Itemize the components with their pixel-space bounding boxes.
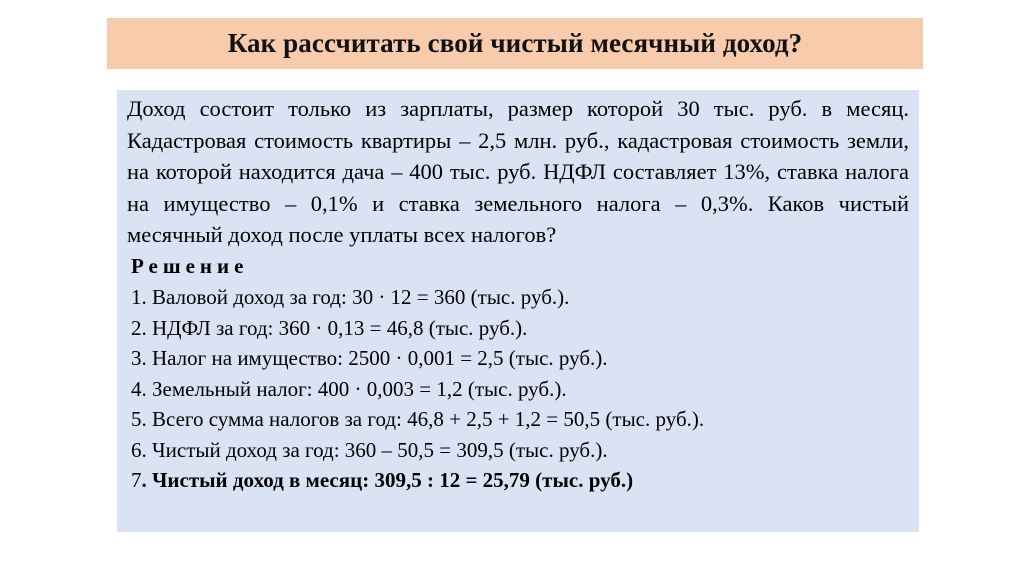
content-panel: [117, 90, 919, 532]
step-number: 7: [131, 468, 142, 492]
solution-step: [131, 343, 909, 374]
step-text: Валовой доход за год: 30 · 12 = 360 (тыс. руб.).: [146, 285, 570, 309]
solution-steps: [127, 282, 909, 496]
solution-heading: Решение: [131, 253, 249, 278]
solution-step: [131, 313, 909, 344]
problem-statement: Доход состоит только из зарплаты, размер которой 30 тыс. руб. в месяц. Кадастровая стоимость квартиры – 2,5 млн. руб., кадастровая стоимость земли, на которой находится дача – 400 тыс. руб. НДФЛ составляет 13%, ставка налога на имущество – 0,1% и ставка земельного налога – 0,3%. Каков чистый месячный доход после уплаты всех налогов?: [127, 96, 909, 247]
step-text: НДФЛ за год: 360 · 0,13 = 46,8 (тыс. руб.).: [146, 315, 528, 340]
step-text: Чистый доход за год: 360 – 50,5 = 309,5 (тыс. руб.).: [146, 437, 608, 462]
solution-step: [131, 404, 909, 435]
solution-step: [131, 282, 909, 313]
step-number: 1.: [131, 285, 147, 309]
step-text: . Чистый доход в месяц: 309,5 : 12 = 25,79 (тыс. руб.): [141, 468, 634, 492]
slide-title: Как рассчитать свой чистый месячный доход?: [227, 28, 803, 58]
step-number: 6.: [131, 437, 147, 462]
solution-step: [131, 435, 909, 466]
step-number: 2.: [131, 315, 147, 340]
step-text: Земельный налог: 400 · 0,003 = 1,2 (тыс. руб.).: [146, 376, 567, 401]
title-banner: [107, 18, 923, 69]
step-number: 5.: [131, 407, 147, 431]
step-text: Всего сумма налогов за год: 46,8 + 2,5 + 1,2 = 50,5 (тыс. руб.).: [146, 407, 705, 431]
step-number: 3.: [131, 346, 147, 370]
solution-step-final: [131, 465, 909, 496]
step-text: Налог на имущество: 2500 · 0,001 = 2,5 (тыс. руб.).: [146, 346, 608, 370]
step-number: 4.: [131, 376, 147, 401]
solution-step: [131, 374, 909, 405]
